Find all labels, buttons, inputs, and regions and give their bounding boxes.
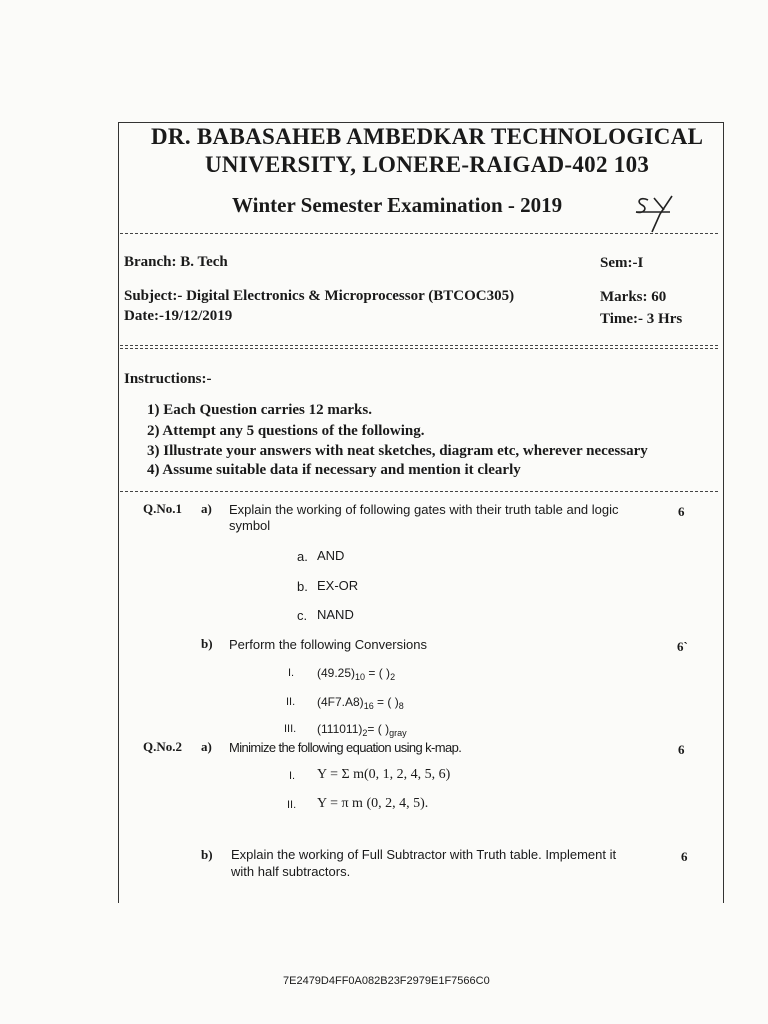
- instructions-title: Instructions:-: [124, 371, 212, 387]
- instruction-item: 3) Illustrate your answers with neat sketches, diagram etc, wherever necessary: [147, 443, 648, 459]
- question-1a-marks: 6: [678, 504, 685, 519]
- marks-label: Marks: 60: [600, 289, 667, 305]
- gate-item-label: c.: [297, 608, 308, 623]
- university-name-line1: DR. BABASAHEB AMBEDKAR TECHNOLOGICAL: [151, 124, 704, 149]
- kmap-equation: Y = Σ m(0, 1, 2, 4, 5, 6): [317, 767, 451, 782]
- question-2b-marks: 6: [681, 849, 688, 864]
- details-divider: [120, 345, 718, 349]
- kmap-equation: Y = π m (0, 2, 4, 5).: [317, 796, 429, 811]
- question-1a-text: Explain the working of following gates with their truth table and logic: [229, 502, 619, 517]
- conversion-label: I.: [288, 667, 295, 679]
- header-divider: [120, 233, 718, 234]
- subject-label: Subject:- Digital Electronics & Microprocessor (BTCOC305): [124, 288, 515, 304]
- conversion-expr: $(4F7.A8)_{16}$ = ( )$_8$: [317, 695, 404, 711]
- kmap-item-label: I.: [289, 770, 296, 782]
- kmap-item-label: II.: [287, 799, 297, 811]
- question-1b-label: b): [201, 636, 213, 651]
- question-1b-marks: 6`: [677, 639, 688, 654]
- exam-title: Winter Semester Examination - 2019: [232, 193, 563, 217]
- instructions-divider: [120, 491, 718, 492]
- question-2a-marks: 6: [678, 742, 685, 757]
- question-2b-text: Explain the working of Full Subtractor with Truth table. Implement it: [231, 847, 617, 862]
- gate-item-text: NAND: [317, 607, 354, 622]
- gate-item-text: AND: [317, 548, 345, 563]
- gate-item-text: EX-OR: [317, 578, 359, 593]
- branch-label: Branch: B. Tech: [124, 254, 228, 270]
- conversion-expr: $(111011)_2=$ ( )$_{gray}$: [317, 722, 407, 738]
- document-code: 7E2479D4FF0A082B23F2979E1F7566C0: [283, 975, 490, 987]
- time-label: Time:- 3 Hrs: [600, 311, 683, 327]
- gate-item-label: b.: [297, 579, 308, 594]
- instruction-item: 4) Assume suitable data if necessary and mention it clearly: [147, 462, 521, 478]
- gate-item-label: a.: [297, 549, 308, 564]
- conversion-label: III.: [284, 723, 297, 735]
- question-2b-text-cont: with half subtractors.: [231, 864, 351, 879]
- question-1-number: Q.No.1: [143, 501, 182, 516]
- semester-label: Sem:-I: [600, 255, 644, 271]
- date-label: Date:-19/12/2019: [124, 308, 233, 324]
- instruction-item: 2) Attempt any 5 questions of the following.: [147, 423, 425, 439]
- question-1a-text-cont: symbol: [229, 518, 271, 533]
- university-name-line2: UNIVERSITY, LONERE-RAIGAD-402 103: [205, 152, 650, 177]
- question-1b-text: Perform the following Conversions: [229, 637, 427, 652]
- question-1a-label: a): [201, 501, 212, 516]
- question-2b-label: b): [201, 847, 213, 862]
- question-2a-text: Minimize the following equation using k-map.: [229, 740, 462, 755]
- question-2a-label: a): [201, 739, 212, 754]
- handwritten-note: [634, 192, 680, 239]
- conversion-expr: $(49.25)_{10}$ = ( )$_2$: [317, 666, 396, 682]
- instruction-item: 1) Each Question carries 12 marks.: [147, 402, 372, 418]
- question-2-number: Q.No.2: [143, 739, 182, 754]
- conversion-label: II.: [286, 696, 296, 708]
